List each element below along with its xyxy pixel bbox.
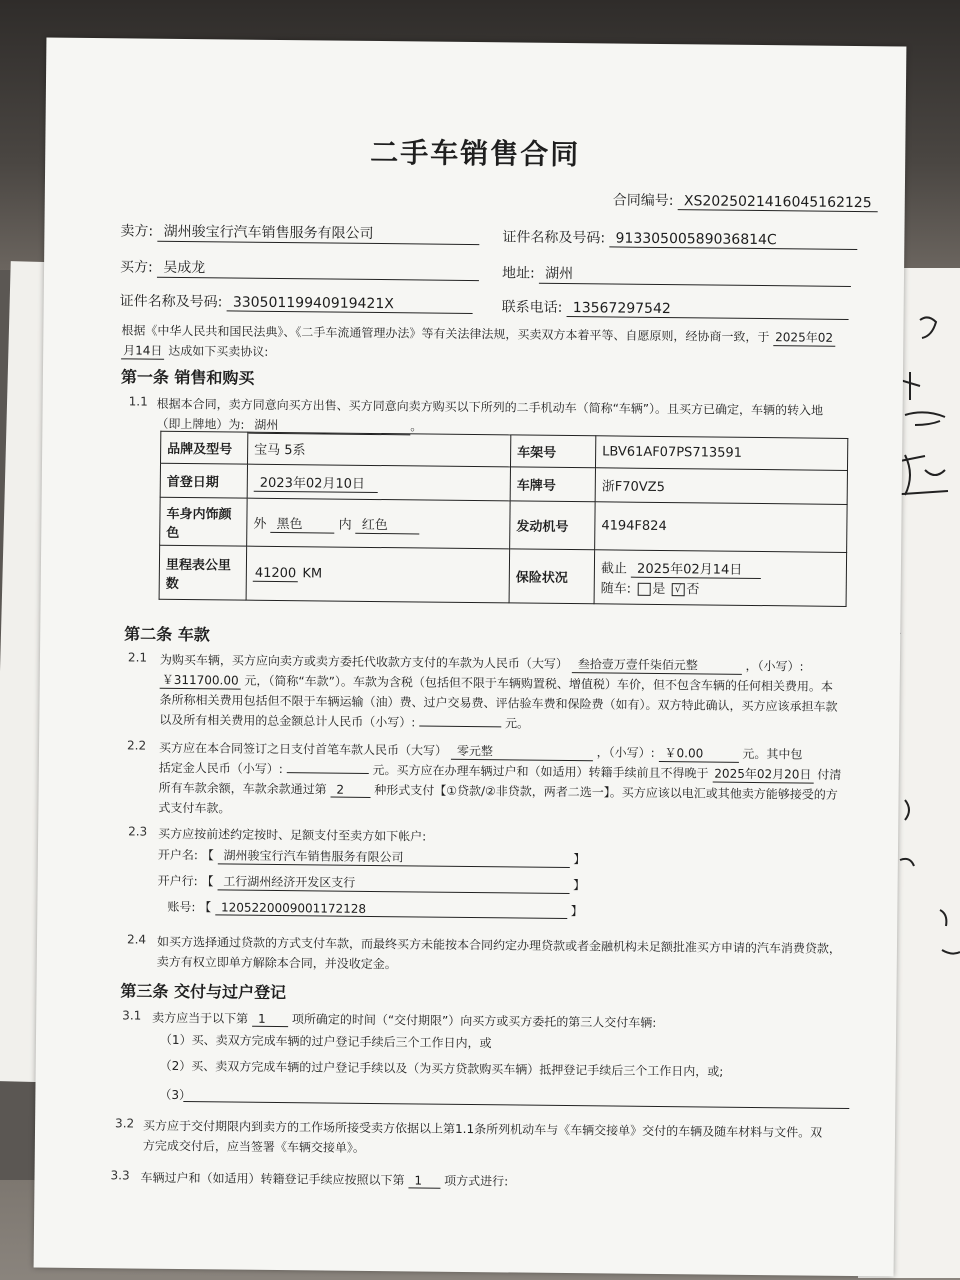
checkbox-no: √: [671, 583, 684, 596]
account-bank-label: 开户行:: [157, 873, 198, 889]
clause-2-1-text-c: 元，（简称“车款”）。车款为含税（包括但不限于车辆购置税、增值税）车价，但不包含车辆的任何相关费用。本: [244, 673, 833, 694]
clause-3-1-option-2: （2）买、卖双方完成车辆的过户登记手续以及（为买方贷款购买车辆）抵押登记手续后三个工作日内，或;: [159, 1058, 724, 1079]
buyer-label: 买方:: [119, 259, 153, 276]
account-number-label: 账号:: [167, 899, 196, 915]
color-out-value: 黑色: [270, 512, 334, 533]
transfer-place: 湖州: [248, 416, 410, 436]
account-name: 湖州骏宝行汽车销售服务有限公司: [218, 846, 570, 868]
clause-3-2-number: 3.2: [115, 1116, 135, 1131]
plate-value: 浙F70VZ5: [595, 468, 847, 505]
insurance-until-row: [601, 557, 840, 580]
color-in-value: 红色: [356, 513, 420, 534]
account-bank: 工行湖州经济开发区支行: [217, 872, 569, 894]
seller-id: 91330500589036814C: [609, 230, 857, 250]
buyer-id: 33050119940919421X: [227, 294, 473, 314]
clause-2-2-text-c: 元。其中包: [742, 746, 803, 762]
clause-2-1-text-a: 为购买车辆，买方应向卖方或卖方委托代收款方支付的车款为人民币（大写）: [159, 652, 569, 672]
down-payment-words: 零元整: [451, 742, 593, 761]
clause-3-3-text-a: 车辆过户和（如适用）转籍登记手续应按照以下第: [140, 1170, 405, 1188]
section-3-title: 第三条 交付与过户登记: [120, 981, 287, 1003]
clause-2-4-number: 2.4: [126, 932, 147, 947]
insurance-no: 否: [686, 582, 700, 598]
clause-2-1-text-d: 条所称相关费用包括但不限于车辆运输（油）费、过户交易费、评估验车费和保险费（如有）。双方特此确认，买方应该承担车款: [159, 692, 838, 714]
contract-paper: [34, 38, 907, 1277]
clause-3-2-text-b: 方完成交付后，应当签署《车辆交接单》。: [142, 1138, 365, 1155]
contract-title: 二手车销售合同: [370, 135, 581, 172]
color-out-label: 外: [253, 516, 267, 532]
deposit-blank: [287, 772, 369, 774]
clause-2-2-text-d: 括定金人民币（小写）:: [158, 760, 283, 777]
preamble-text-1: 根据《中华人民共和国民法典》、《二手车流通管理办法》等有关法律法规，买卖双方本着平等、自愿原则，经协商一致，于: [121, 323, 770, 345]
buyer-id-label: 证件名称及号码:: [119, 293, 223, 311]
reg-date-label: 首登日期: [160, 463, 247, 498]
account-number-row: 账号: 【 1205220009001172128 】: [167, 899, 583, 919]
clause-2-2-text-f: 付清: [817, 767, 842, 782]
seller-id-label: 证件名称及号码:: [502, 229, 606, 247]
clause-3-1-number: 3.1: [122, 1008, 142, 1023]
preamble-line-2: [121, 341, 268, 361]
clause-3-1-text-b: 项所确定的时间（“交付期限”）向买方或买方委托的第三人交付车辆:: [291, 1012, 657, 1030]
clause-2-2-text-e: 元。买方应在办理车辆过户和（如适用）转籍手续前且不得晚于: [372, 762, 709, 781]
down-payment-amount: ￥0.00: [658, 744, 738, 763]
insurance-with-label: 随车:: [600, 581, 632, 597]
clause-1-1-line2: （即上牌地）为: 湖州 。: [156, 416, 423, 434]
contract-number: XS2025021416045162125: [678, 193, 878, 212]
insurance-with-row: [601, 577, 840, 599]
delivery-option: 1: [252, 1012, 288, 1027]
payment-method: 2: [330, 783, 370, 798]
plate-label: 车牌号: [510, 467, 595, 502]
final-payment-date: 2025年02月20日: [712, 765, 813, 784]
mileage-unit: KM: [302, 565, 323, 581]
preamble-date-a: 2025年02: [773, 328, 835, 347]
engine-value: 4194F824: [595, 502, 847, 553]
seller-name: 湖州骏宝行汽车销售服务有限公司: [158, 221, 480, 245]
engine-label: 发动机号: [510, 501, 595, 550]
clause-2-2-text-b: ，（小写）:: [596, 745, 655, 760]
clause-2-1-text-e: 以及所有相关费用的总金额总计人民币（小写）:: [159, 712, 416, 730]
phone-row: [502, 296, 849, 320]
clause-2-2-text-g: 所有车款余额，车款余款通过第: [158, 780, 327, 797]
clause-2-1-number: 2.1: [127, 650, 148, 665]
clause-3-2-text-a: 买方应于交付期限内到卖方的工作场所接受卖方依据以上第1.1条所列机动车与《车辆交接单》交付的车辆及随车材料与文件。双: [143, 1118, 823, 1140]
clause-3-3-line: [140, 1169, 508, 1190]
mileage-label: 里程表公里数: [159, 545, 247, 600]
clause-3-1-option-1: （1）买、卖双方完成车辆的过户登记手续后三个工作日内，或: [159, 1032, 492, 1051]
account-name-row: 开户名: 【 湖州骏宝行汽车销售服务有限公司 】: [157, 847, 586, 867]
preamble-text-2: 达成如下买卖协议:: [168, 343, 269, 359]
option-3-blank-line: [183, 1101, 849, 1109]
clause-1-1-text2: （即上牌地）为:: [156, 416, 245, 432]
clause-2-4-text-a: 如买方选择通过贷款的方式支付车款，而最终买方未能按本合同约定办理贷款或者金融机构未足额批准买方申请的汽车消费贷款，: [156, 934, 842, 956]
seller-row: [120, 220, 479, 245]
clause-2-2-text-i: 式支付车款。: [158, 800, 231, 816]
clause-3-1-option-3: （3）: [159, 1087, 192, 1103]
reg-date-cell: [247, 464, 510, 501]
clause-2-1-line4: [159, 711, 529, 732]
account-number: 1205220009001172128: [215, 900, 567, 919]
seller-id-row: [502, 226, 857, 250]
color-label: 车身内饰颜色: [160, 497, 247, 546]
account-name-label: 开户名:: [157, 847, 199, 863]
clause-2-3-number: 2.3: [128, 824, 148, 839]
brand-label: 品牌及型号: [161, 431, 248, 464]
brand-value: 宝马 5系: [248, 432, 511, 467]
color-cell: [247, 498, 510, 549]
clause-2-2-text-a: 买方应在本合同签订之日支付首笔车款人民币（大写）: [158, 740, 448, 758]
insurance-yes: 是: [652, 581, 666, 598]
clause-3-1-line1: [152, 1009, 656, 1031]
clause-2-1-text-f: 元。: [504, 716, 530, 731]
insurance-label: 保险状况: [509, 549, 595, 604]
clause-3-1-text-a: 卖方应当于以下第: [152, 1010, 249, 1026]
clause-2-4-text-b: 卖方有权立即单方解除本合同，并没收定金。: [156, 954, 397, 972]
address-row: [502, 262, 851, 287]
clause-1-1-text: 根据本合同，卖方同意向买方出售、买方同意向卖方购买以下所列的二手机动车（简称“车辆”）。且买方已确定，车辆的转入地: [156, 396, 824, 418]
section-2-title: 第二条 车款: [124, 624, 210, 645]
clause-2-2-number: 2.2: [126, 738, 147, 753]
address-label: 地址:: [501, 265, 535, 282]
transfer-option: 1: [408, 1173, 440, 1188]
address: 湖州: [539, 263, 851, 287]
color-in-label: 内: [338, 517, 352, 533]
clause-2-1-text-b: ，（小写）:: [745, 658, 804, 674]
contract-number-label: 合同编号:: [612, 192, 674, 210]
price-amount: ￥311700.00: [160, 671, 241, 690]
vin-label: 车架号: [510, 435, 595, 468]
clause-2-2-text-h: 种形式支付【①贷款/②非贷款，两者二选一】。买方应该以电汇或其他卖方能够接受的方: [374, 783, 838, 802]
reg-date-value: 2023年02月10日: [254, 471, 378, 492]
checkbox-yes: [637, 583, 650, 596]
insurance-cell: [594, 550, 847, 607]
phone: 13567297542: [567, 300, 849, 320]
total-amount-blank: [419, 725, 501, 727]
mileage-value: 41200: [253, 565, 299, 581]
insurance-until-date: 2025年02月14日: [631, 558, 761, 579]
mileage-cell: [246, 546, 510, 603]
vin-value: LBV61AF07PS713591: [595, 436, 847, 471]
clause-2-3-text: 买方应按前述约定按时、足额支付至卖方如下帐户:: [158, 826, 427, 844]
buyer-row: [120, 256, 479, 281]
clause-3-3-number: 3.3: [110, 1168, 130, 1183]
section-1-title: 第一条 销售和购买: [120, 367, 255, 388]
phone-label: 联系电话:: [501, 299, 563, 316]
price-in-words: 叁拾壹万壹仟柒佰元整: [572, 655, 742, 675]
seller-label: 卖方:: [120, 223, 154, 240]
preamble-date-b: 月14日: [121, 341, 164, 359]
clause-1-1-number: 1.1: [128, 394, 148, 409]
vehicle-info-table: [159, 431, 849, 607]
account-bank-row: 开户行: 【 工行湖州经济开发区支行 】: [157, 873, 586, 893]
contract-number-row: [613, 189, 878, 212]
buyer-id-row: [120, 290, 473, 314]
insurance-until-label: 截止: [600, 561, 628, 577]
clause-3-3-text-b: 项方式进行:: [444, 1173, 509, 1189]
buyer-name: 吴成龙: [157, 257, 479, 281]
